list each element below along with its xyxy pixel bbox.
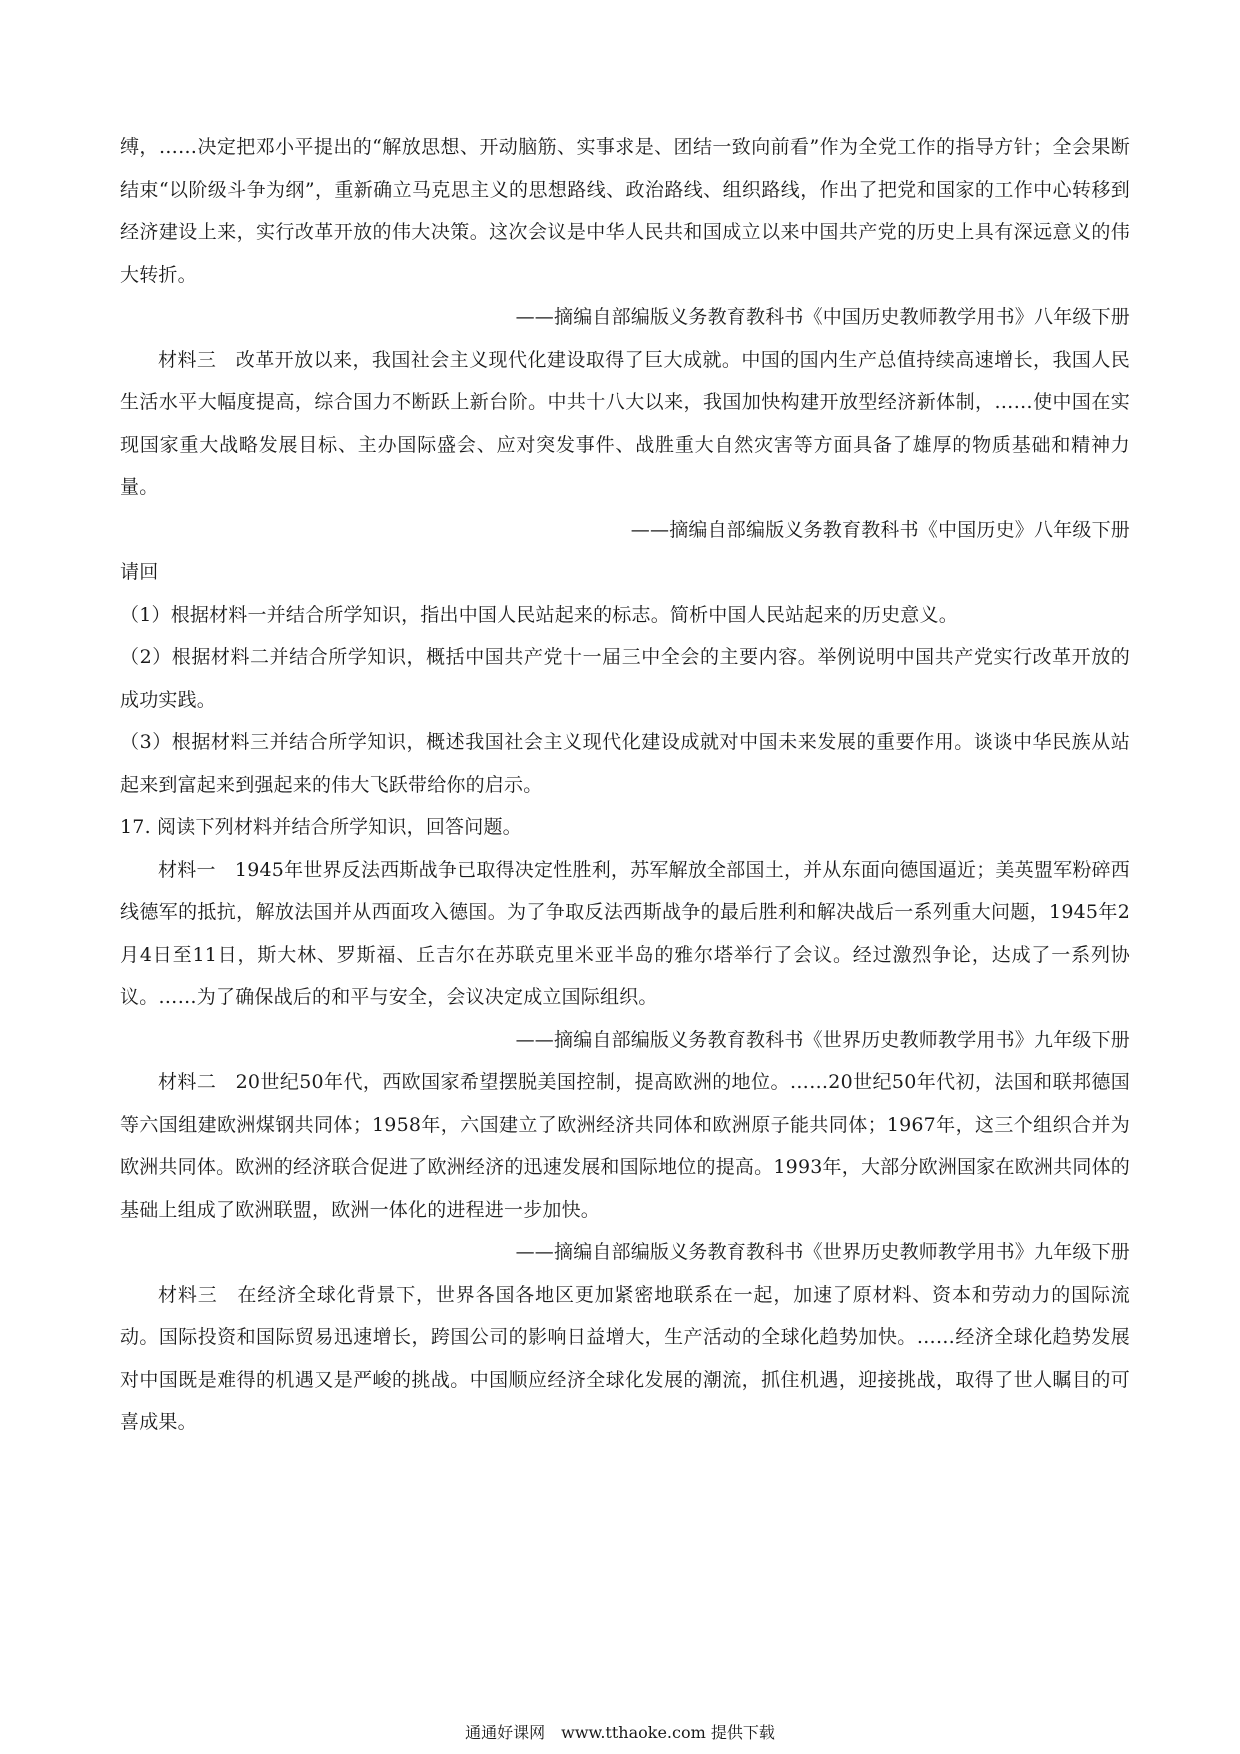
sub-question-3: （3）根据材料三并结合所学知识，概述我国社会主义现代化建设成就对中国未来发展的重要作用。谈谈中华民族从站起来到富起来到强起来的伟大飞跃带给你的启示。 xyxy=(120,731,1130,796)
question-17-material-2-source: ——摘编自部编版义务教育教科书《世界历史教师教学用书》九年级下册 xyxy=(515,1241,1130,1263)
footer-watermark: 通通好课网 www.tthaoke.com 提供下载 xyxy=(465,1723,775,1742)
material-2-source: ——摘编自部编版义务教育教科书《中国历史教师教学用书》八年级下册 xyxy=(515,306,1130,328)
sub-question-1: （1）根据材料一并结合所学知识，指出中国人民站起来的标志。简析中国人民站起来的历史意义。 xyxy=(120,603,958,626)
material-2-continued: 缚，……决定把邓小平提出的“解放思想、开动脑筋、实事求是、团结一致向前看”作为全党工作的指导方针；全会果断结束“以阶级斗争为纲”，重新确立马克思主义的思想路线、政治路线、组织路线，作出了把党和国家的工作中心转移到经济建设上来，实行改革开放的伟大决策。这次会议是中华人民共和国成立以来中国共产党的历史上具有深远意义的伟大转折。 xyxy=(120,136,1130,286)
question-17-material-3: 材料三 在经济全球化背景下，世界各国各地区更加紧密地联系在一起，加速了原材料、资本和劳动力的国际流动。国际投资和国际贸易迅速增长，跨国公司的影响日益增大，生产活动的全球化趋势加快。……经济全球化趋势发展对中国既是难得的机遇又是严峻的挑战。中国顺应经济全球化发展的潮流，抓住机遇，迎接挑战，取得了世人瞩目的可喜成果。 xyxy=(120,1283,1130,1433)
question-17-heading: 17. 阅读下列材料并结合所学知识，回答问题。 xyxy=(120,816,522,838)
material-3-source: ——摘编自部编版义务教育教科书《中国历史》八年级下册 xyxy=(630,518,1130,541)
sub-question-2: （2）根据材料二并结合所学知识，概括中国共产党十一届三中全会的主要内容。举例说明中国共产党实行改革开放的成功实践。 xyxy=(120,646,1130,711)
material-3: 材料三 改革开放以来，我国社会主义现代化建设取得了巨大成就。中国的国内生产总值持续高速增长，我国人民生活水平大幅度提高，综合国力不断跃上新台阶。中共十八大以来，我国加快构建开放型经济新体制，……使中国在实现国家重大战略发展目标、主办国际盛会、应对突发事件、战胜重大自然灾害等方面具备了雄厚的物质基础和精神力量。 xyxy=(120,348,1130,498)
question-17-material-1-source: ——摘编自部编版义务教育教科书《世界历史教师教学用书》九年级下册 xyxy=(515,1028,1130,1051)
document-body xyxy=(120,126,1130,1444)
question-17-material-2: 材料二 20世纪50年代，西欧国家希望摆脱美国控制，提高欧洲的地位。……20世纪50年代初，法国和联邦德国等六国组建欧洲煤钢共同体；1958年，六国建立了欧洲经济共同体和欧洲原子能共同体；1967年，这三个组织合并为欧洲共同体。欧洲的经济联合促进了欧洲经济的迅速发展和国际地位的提高。1993年，大部分欧洲国家在欧洲共同体的基础上组成了欧洲联盟，欧洲一体化的进程进一步加快。 xyxy=(120,1071,1130,1221)
question-17-material-1: 材料一 1945年世界反法西斯战争已取得决定性胜利，苏军解放全部国土，并从东面向德国逼近；美英盟军粉碎西线德军的抵抗，解放法国并从西面攻入德国。为了争取反法西斯战争的最后胜利和解决战后一系列重大问题，1945年2月4日至11日，斯大林、罗斯福、丘吉尔在苏联克里米亚半岛的雅尔塔举行了会议。经过激烈争论，达成了一系列协议。……为了确保战后的和平与安全，会议决定成立国际组织。 xyxy=(120,858,1130,1008)
question-prompt: 请回 xyxy=(120,561,159,583)
